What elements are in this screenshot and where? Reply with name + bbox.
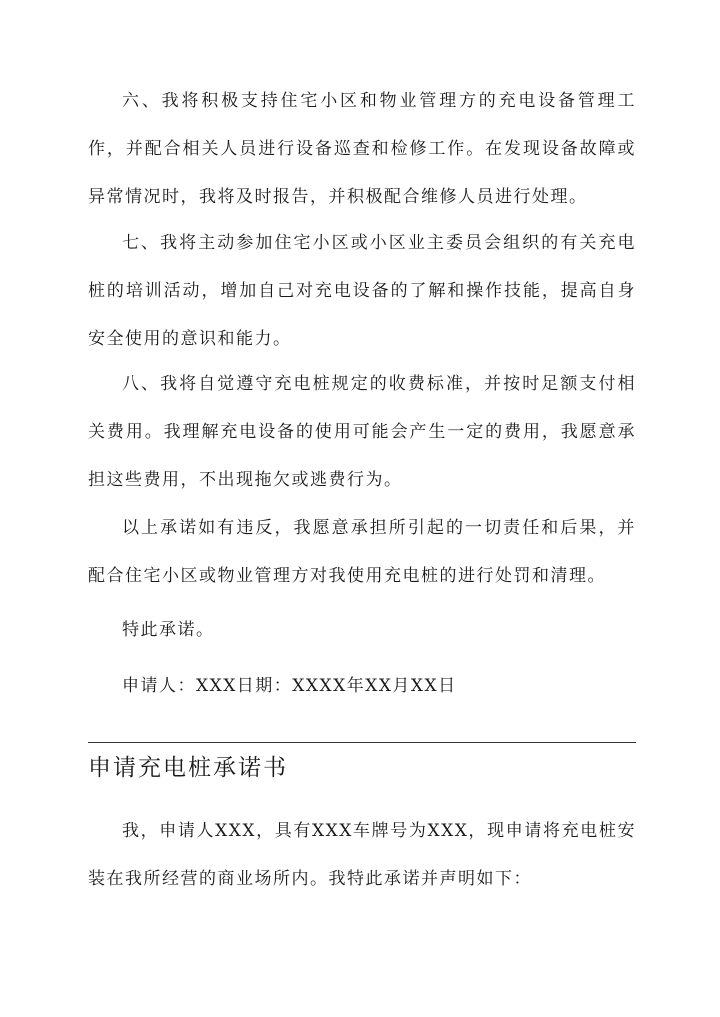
paragraph-item-7: 七、我将主动参加住宅小区或小区业主委员会组织的有关充电桩的培训活动，增加自己对充电设备的了解和操作技能，提高自身安全使用的意识和能力。 (88, 233, 636, 349)
paragraph-item-8: 八、我将自觉遵守充电桩规定的收费标准，并按时足额支付相关费用。我理解充电设备的使用可能会产生一定的费用，我愿意承担这些费用，不出现拖欠或逃费行为。 (88, 374, 636, 490)
paragraph-hereby-promise: 特此承诺。 (122, 620, 215, 640)
section-title: 申请充电桩承诺书 (88, 755, 288, 781)
signature-date-line: 申请人：XXX日期：XXXX年XX月XX日 (122, 676, 457, 696)
paragraph-item-6: 六、我将积极支持住宅小区和物业管理方的充电设备管理工作，并配合相关人员进行设备巡查和检修工作。在发现设备故障或异常情况时，我将及时报告，并积极配合维修人员进行处理。 (88, 91, 636, 207)
section-divider (88, 742, 636, 743)
section-intro-paragraph: 我，申请人XXX，具有XXX车牌号为XXX，现申请将充电桩安装在我所经营的商业场所内。我特此承诺并声明如下： (88, 821, 636, 889)
paragraph-violation-clause: 以上承诺如有违反，我愿意承担所引起的一切责任和后果，并配合住宅小区或物业管理方对我使用充电桩的进行处罚和清理。 (88, 518, 636, 586)
